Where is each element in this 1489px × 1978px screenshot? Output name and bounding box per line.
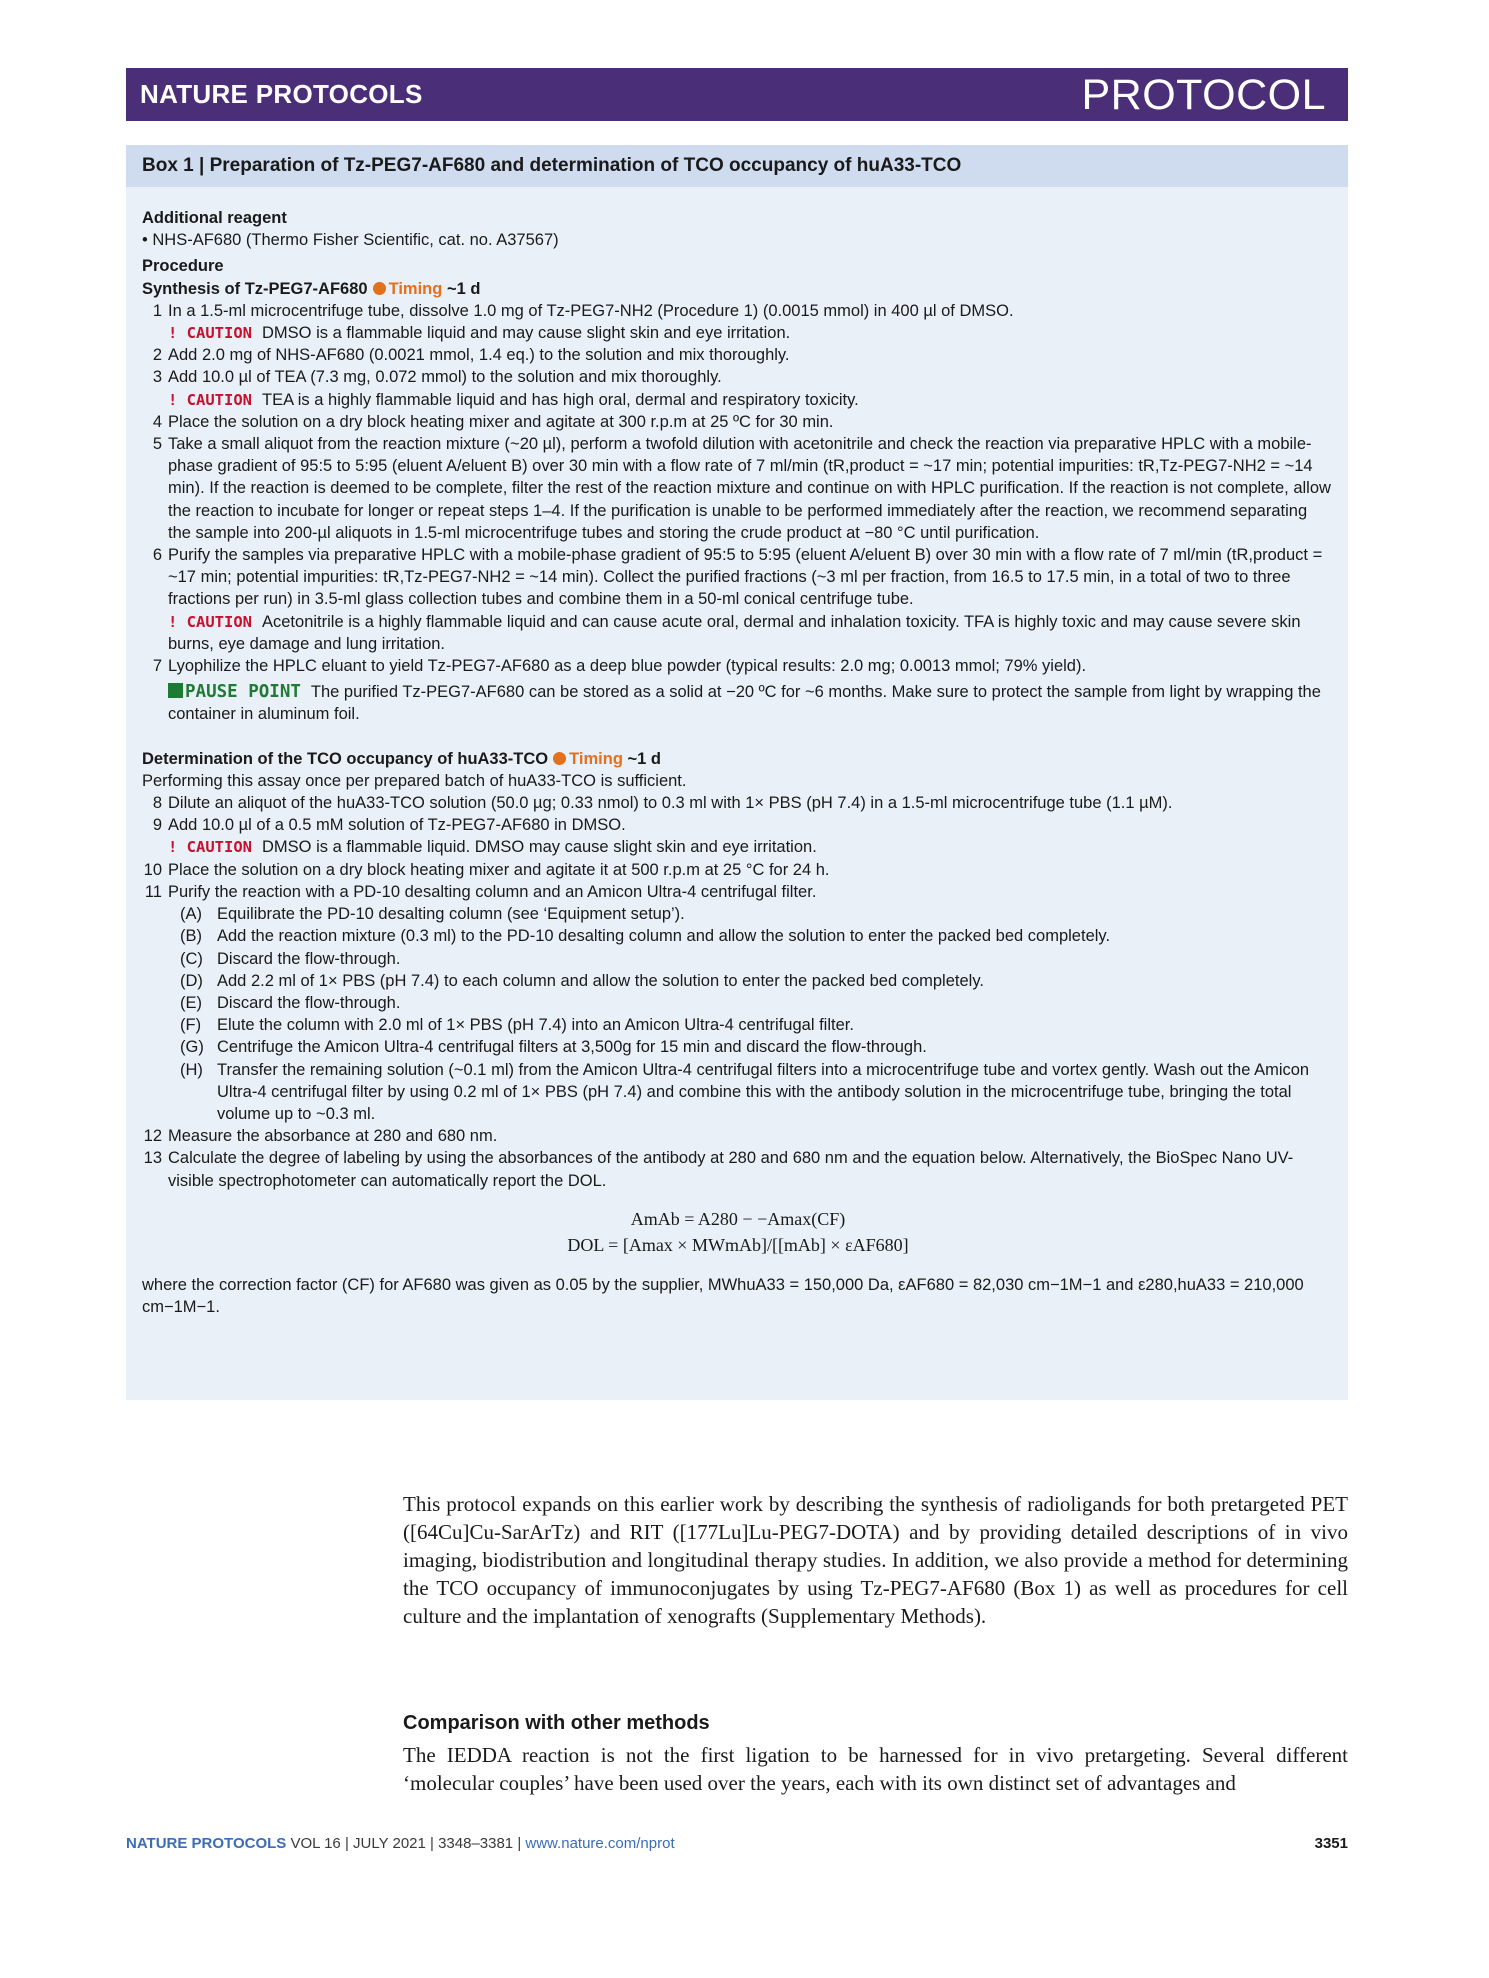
- timing-dot-icon: [373, 282, 386, 295]
- box-content: [142, 207, 1334, 1318]
- section1-title: Synthesis of Tz-PEG7-AF680: [142, 279, 368, 298]
- caution-4: ! CAUTION DMSO is a flammable liquid. DMSO may cause slight skin and eye irritation.: [168, 838, 817, 857]
- step-5: 5 Take a small aliquot from the reaction mixture (~20 µl), perform a twofold dilution with acetonitrile and check the reaction via preparative HPLC with a mobile-phase gradient of 95:5 to 5:95 (eluent A/eluent B) over 30 min with a flow rate of 7 ml/min (tR,product = ~17 min; potential impurities: tR,Tz-PEG7-NH2 = ~14 min). If the reaction is deemed to be complete, filter the rest of the reaction mixture and continue on with HPLC purification. If the reaction is not complete, allow the reaction to incubate for longer or repeat steps 1–4. If the purification is unable to be performed immediately after the reaction, we recommend separating the sample into 200-µl aliquots in 1.5-ml microcentrifuge tubes and storing the crude product at −80 °C until purification.: [152, 435, 1331, 542]
- page-number: 3351: [1314, 1835, 1348, 1852]
- section2-title: Determination of the TCO occupancy of huA33-TCO: [142, 749, 549, 768]
- substep-b: (B) Add the reaction mixture (0.3 ml) to the PD-10 desalting column and allow the solution to enter the packed bed completely.: [180, 927, 1111, 946]
- box-title: Box 1 | Preparation of Tz-PEG7-AF680 and determination of TCO occupancy of huA33-TCO: [142, 155, 962, 176]
- step-12: 12 Measure the absorbance at 280 and 680 nm.: [143, 1127, 498, 1146]
- equation-1: AmAb = A280 − −Amax(CF): [630, 1208, 846, 1229]
- substep-d: (D) Add 2.2 ml of 1× PBS (pH 7.4) to each column and allow the solution to enter the packed bed completely.: [180, 971, 984, 990]
- reagent-item: • NHS-AF680 (Thermo Fisher Scientific, cat. no. A37567): [142, 231, 559, 250]
- step-7: 7 Lyophilize the HPLC eluant to yield Tz-PEG7-AF680 as a deep blue powder (typical results: 2.0 mg; 0.0013 mmol; 79% yield).: [152, 657, 1087, 676]
- journal-name: NATURE PROTOCOLS: [140, 79, 423, 109]
- page-footer: [126, 1835, 1348, 1852]
- additional-reagent-heading: Additional reagent: [142, 209, 287, 227]
- step-6: 6 Purify the samples via preparative HPLC with a mobile-phase gradient of 95:5 to 5:95 (eluent A/eluent B) over 30 min with a flow rate of 7 ml/min (tR,product = ~17 min; potential impurities: tR,Tz-PEG7-NH2 = ~14 min). Collect the purified fractions (~3 ml per fraction, from 16.5 to 17.5 min, in a total of two to three fractions per run) in 3.5-ml glass collection tubes and combine them in a 50-ml conical centrifuge tube.: [152, 546, 1323, 609]
- caution-3: ! CAUTION Acetonitrile is a highly flammable liquid and can cause acute oral, dermal and inhalation toxicity. TFA is highly toxic and may cause severe skin burns, eye damage and lung irritation.: [168, 612, 1301, 653]
- body-paragraph-2: The IEDDA reaction is not the first ligation to be harnessed for in vivo pretargeting. Several different ‘molecular couples’ have been used over the years, each with its own distinct set of advantages and: [403, 1743, 1348, 1795]
- footer-journal: NATURE PROTOCOLS: [126, 1835, 287, 1852]
- section2-timing: ~1 d: [627, 749, 661, 768]
- section2-intro: Performing this assay once per prepared batch of huA33-TCO is sufficient.: [142, 771, 687, 790]
- step-3: 3 Add 10.0 µl of TEA (7.3 mg, 0.072 mmol) to the solution and mix thoroughly.: [152, 368, 722, 387]
- substep-a: (A) Equilibrate the PD-10 desalting column (see ‘Equipment setup’).: [180, 905, 685, 924]
- box-title-bar: [126, 145, 1348, 187]
- timing-label: Timing: [388, 279, 443, 298]
- step-4: 4 Place the solution on a dry block heating mixer and agitate at 300 r.p.m at 25 ºC for 30 min.: [152, 412, 834, 431]
- pause-point: PAUSE POINT The purified Tz-PEG7-AF680 can be stored as a solid at −20 ºC for ~6 months. Make sure to protect the sample from light by wrapping the container in aluminum foil.: [168, 682, 1321, 724]
- section-heading: Comparison with other methods: [403, 1712, 710, 1734]
- article-type: PROTOCOL: [1081, 71, 1326, 119]
- equation-notes: where the correction factor (CF) for AF680 was given as 0.05 by the supplier, MWhuA33 = 150,000 Da, εAF680 = 82,030 cm−1M−1 and ε280,huA33 = 210,000 cm−1M−1.: [142, 1275, 1304, 1316]
- section2-heading: [142, 748, 1334, 770]
- dol-equations: [142, 1206, 1334, 1258]
- substep-c: (C) Discard the flow-through.: [180, 949, 401, 968]
- substep-f: (F) Elute the column with 2.0 ml of 1× PBS (pH 7.4) into an Amicon Ultra-4 centrifugal filter.: [180, 1016, 854, 1035]
- journal-header: [126, 68, 1348, 121]
- timing-dot-icon: [553, 752, 566, 765]
- timing-label: Timing: [569, 749, 623, 768]
- section1-timing: ~1 d: [446, 279, 481, 298]
- pause-label: PAUSE POINT: [185, 682, 301, 703]
- caution-2: ! CAUTION TEA is a highly flammable liquid and has high oral, dermal and respiratory toxicity.: [168, 390, 859, 409]
- substep-g: (G) Centrifuge the Amicon Ultra-4 centrifugal filters at 3,500g for 15 min and discard the flow-through.: [180, 1038, 927, 1057]
- substep-e: (E) Discard the flow-through.: [180, 993, 401, 1012]
- step-10: 10 Place the solution on a dry block heating mixer and agitate it at 500 r.p.m at 25 °C for 24 h.: [143, 860, 830, 879]
- caution-1: ! CAUTION DMSO is a flammable liquid and may cause slight skin and eye irritation.: [168, 324, 791, 343]
- step-8: 8 Dilute an aliquot of the huA33-TCO solution (50.0 µg; 0.33 nmol) to 0.3 ml with 1× PBS (pH 7.4) in a 1.5-ml microcentrifuge tube (1.1 µM).: [152, 794, 1173, 813]
- substep-h: (H) Transfer the remaining solution (~0.1 ml) from the Amicon Ultra-4 centrifugal filters into a microcentrifuge tube and vortex gently. Wash out the Amicon Ultra-4 centrifugal filter by using 0.2 ml of 1× PBS (pH 7.4) and combine this with the antibody solution in the microcentrifuge tube, bringing the total volume up to ~0.3 ml.: [180, 1060, 1310, 1123]
- step-2: 2 Add 2.0 mg of NHS-AF680 (0.0021 mmol, 1.4 eq.) to the solution and mix thoroughly.: [152, 346, 790, 365]
- procedure-heading: Procedure: [142, 257, 224, 276]
- pause-square-icon: [168, 683, 183, 698]
- step-13: 13 Calculate the degree of labeling by using the absorbances of the antibody at 280 and 680 nm and the equation below. Alternatively, the BioSpec Nano UV-visible spectrophotometer can automatically report the DOL.: [143, 1149, 1294, 1190]
- footer-citation: VOL 16 | JULY 2021 | 3348–3381 |: [290, 1835, 522, 1852]
- step-1: 1 In a 1.5-ml microcentrifuge tube, dissolve 1.0 mg of Tz-PEG7-NH2 (Procedure 1) (0.0015 mmol) in 400 µl of DMSO.: [152, 301, 1014, 320]
- body-paragraph-1: This protocol expands on this earlier work by describing the synthesis of radioligands for both pretargeted PET ([64Cu]Cu-SarArTz) and RIT ([177Lu]Lu-PEG7-DOTA) and by providing detailed descriptions of in vivo imaging, biodistribution and longitudinal therapy studies. In addition, we also provide a method for determining the TCO occupancy of immunoconjugates by using Tz-PEG7-AF680 (Box 1) as well as procedures for cell culture and the implantation of xenografts (Supplementary Methods).: [403, 1492, 1348, 1628]
- step-11: 11 Purify the reaction with a PD-10 desalting column and an Amicon Ultra-4 centrifugal filter.: [144, 882, 817, 901]
- footer-url[interactable]: www.nature.com/nprot: [525, 1835, 675, 1852]
- box-1: [126, 145, 1348, 1400]
- section1-heading: [142, 278, 1334, 300]
- step-9: 9 Add 10.0 µl of a 0.5 mM solution of Tz-PEG7-AF680 in DMSO.: [152, 816, 626, 835]
- equation-2: DOL = [Amax × MWmAb]/[[mAb] × εAF680]: [567, 1234, 909, 1255]
